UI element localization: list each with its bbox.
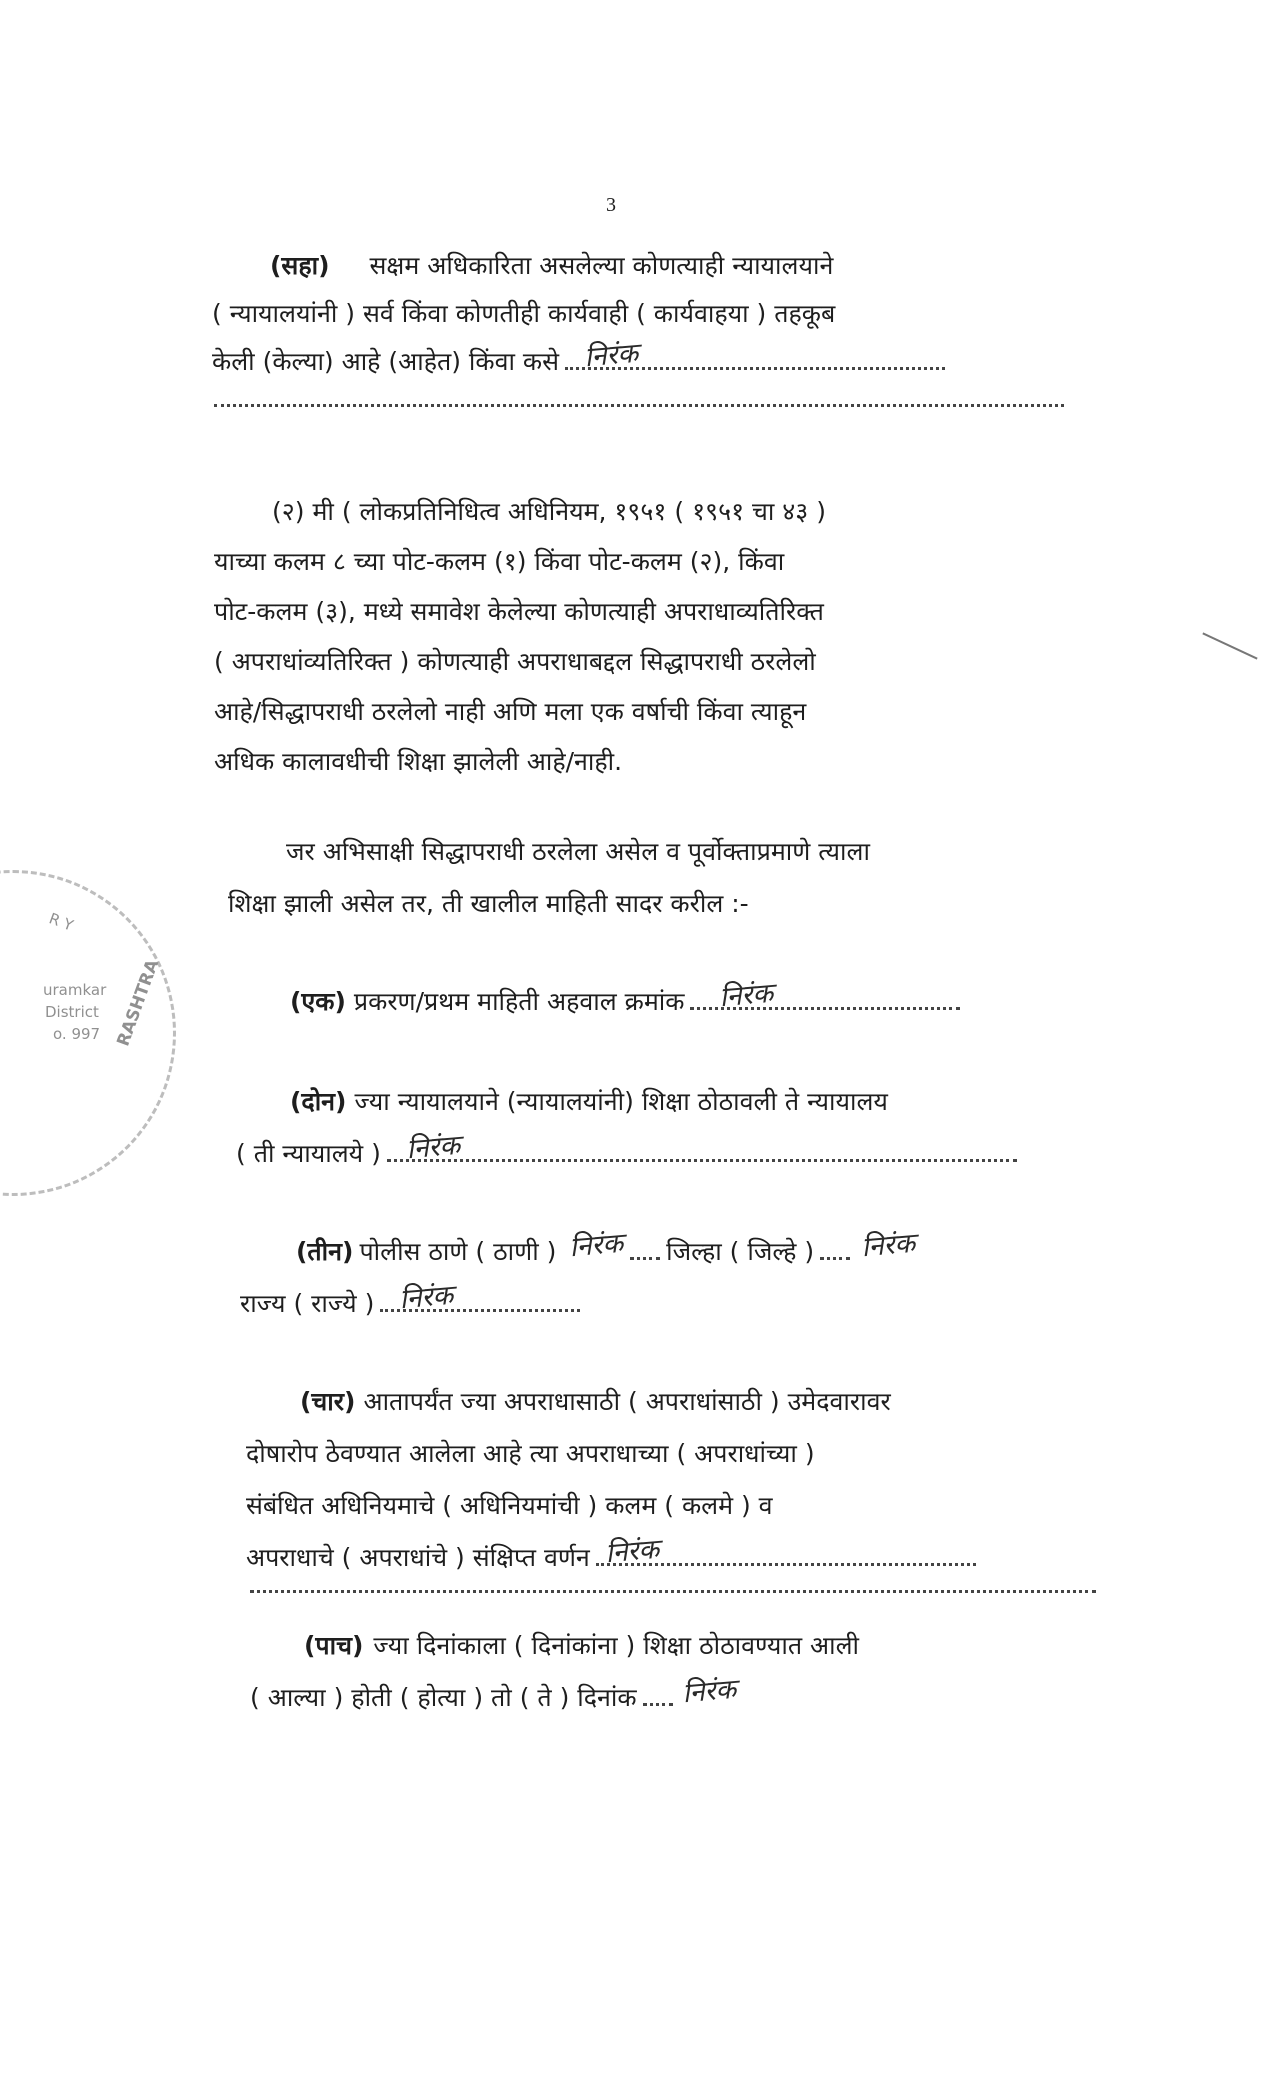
item-teen-district-answer: निरंक	[860, 1227, 917, 1264]
para-saha-line3	[212, 337, 640, 380]
item-pach-dots	[643, 1685, 673, 1706]
item-char-line4	[246, 1533, 661, 1576]
item-char-dotted-row	[250, 1588, 1096, 1593]
item-don-text1: ज्या न्यायालयाने (न्यायालयांनी) शिक्षा ठोठावली ते न्यायालय	[354, 1087, 888, 1116]
item-char-text4: अपराधाचे ( अपराधांचे ) संक्षिप्त वर्णन	[246, 1543, 590, 1572]
para-2-line1: (२) मी ( लोकप्रतिनिधित्व अधिनियम, १९५१ ( १९५१ चा ४३ )	[272, 497, 827, 526]
item-teen-police-text: पोलीस ठाणे ( ठाणी )	[359, 1237, 557, 1266]
item-don-line1	[290, 1084, 888, 1120]
item-char-line1	[300, 1384, 891, 1420]
para-2-line4: ( अपराधांव्यतिरिक्त ) कोणत्याही अपराधाबद्दल सिद्धापराधी ठरलेलो	[214, 647, 816, 676]
item-pach-handwritten-answer: निरंक	[680, 1673, 738, 1710]
para-2-line2: याच्या कलम ८ च्या पोट-कलम (१) किंवा पोट-कलम (२), किंवा	[214, 547, 785, 576]
para-2-line3: पोट-कलम (३), मध्ये समावेश केलेल्या कोणत्याही अपराधाव्यतिरिक्त	[214, 597, 824, 626]
para-saha-label: (सहा)	[270, 251, 330, 280]
item-teen-district-dots	[820, 1239, 850, 1260]
stamp-text-top: R Y	[46, 909, 76, 935]
para-saha-handwritten-answer: निरंक	[583, 337, 640, 374]
para-2-line5: आहे/सिद्धापराधी ठरलेलो नाही अणि मला एक वर्षाची किंवा त्याहून	[214, 697, 807, 726]
item-don-dotted-fill	[387, 1141, 1017, 1162]
para-saha-line2: ( न्यायालयांनी ) सर्व किंवा कोणतीही कार्यवाही ( कार्यवाहया ) तहकूब	[212, 299, 836, 328]
stamp-text-1: uramkar	[43, 981, 107, 999]
item-don-text2: ( ती न्यायालये )	[236, 1139, 381, 1168]
item-ek	[290, 977, 775, 1020]
item-pach-text1: ज्या दिनांकाला ( दिनांकांना ) शिक्षा ठोठावण्यात आली	[373, 1631, 859, 1660]
item-char-line3: संबंधित अधिनियमाचे ( अधिनियमांची ) कलम ( कलमे ) व	[246, 1491, 773, 1520]
margin-mark	[1202, 632, 1257, 659]
item-ek-label: (एक)	[290, 987, 346, 1016]
page-number: 3	[606, 194, 616, 216]
item-ek-handwritten-answer: निरंक	[718, 977, 775, 1014]
para-intro-line2: शिक्षा झाली असेल तर, ती खालील माहिती सादर करील :-	[228, 889, 749, 918]
item-pach-line2	[250, 1673, 738, 1716]
item-char-label: (चार)	[300, 1387, 356, 1416]
item-don-handwritten-answer: निरंक	[405, 1129, 462, 1166]
item-pach-line1	[304, 1628, 859, 1664]
para-2-line6: अधिक कालावधीची शिक्षा झालेली आहे/नाही.	[214, 747, 623, 776]
para-saha-text3: केली (केल्या) आहे (आहेत) किंवा कसे	[212, 347, 560, 376]
item-teen-police-dots	[630, 1239, 660, 1260]
item-char-handwritten-answer: निरंक	[603, 1533, 661, 1570]
item-teen-district-text: जिल्हा ( जिल्हे )	[666, 1237, 815, 1266]
stamp-text-3: o. 997	[53, 1025, 101, 1043]
item-don-label: (दोन)	[290, 1087, 347, 1116]
para-saha-line1	[270, 248, 833, 284]
item-teen-line1	[296, 1227, 917, 1270]
item-teen-police-answer: निरंक	[568, 1227, 625, 1264]
item-ek-text: प्रकरण/प्रथम माहिती अहवाल क्रमांक	[353, 987, 685, 1016]
item-don-line2	[236, 1129, 462, 1172]
item-char-text1: आतापर्यंत ज्या अपराधासाठी ( अपराधांसाठी ) उमेदवारावर	[363, 1387, 891, 1416]
item-teen-state-text: राज्य ( राज्ये )	[240, 1289, 375, 1318]
item-pach-label: (पाच)	[304, 1631, 364, 1660]
item-teen-label: (तीन)	[296, 1237, 354, 1266]
para-saha-dotted-row	[214, 402, 1064, 407]
item-pach-text2: ( आल्या ) होती ( होत्या ) तो ( ते ) दिनांक	[250, 1683, 637, 1712]
official-stamp	[0, 870, 176, 1196]
item-char-line2: दोषारोप ठेवण्यात आलेला आहे त्या अपराधाच्या ( अपराधांच्या )	[246, 1439, 815, 1468]
stamp-text-2: District	[45, 1003, 99, 1021]
para-intro-line1: जर अभिसाक्षी सिद्धापराधी ठरलेला असेल व पूर्वोक्ताप्रमाणे त्याला	[286, 837, 870, 866]
item-teen-state-answer: निरंक	[398, 1279, 455, 1316]
stamp-text-4: RASHTRA	[113, 957, 164, 1049]
item-teen-line2	[240, 1279, 455, 1322]
para-saha-text1: सक्षम अधिकारिता असलेल्या कोणत्याही न्यायालयाने	[369, 251, 834, 280]
